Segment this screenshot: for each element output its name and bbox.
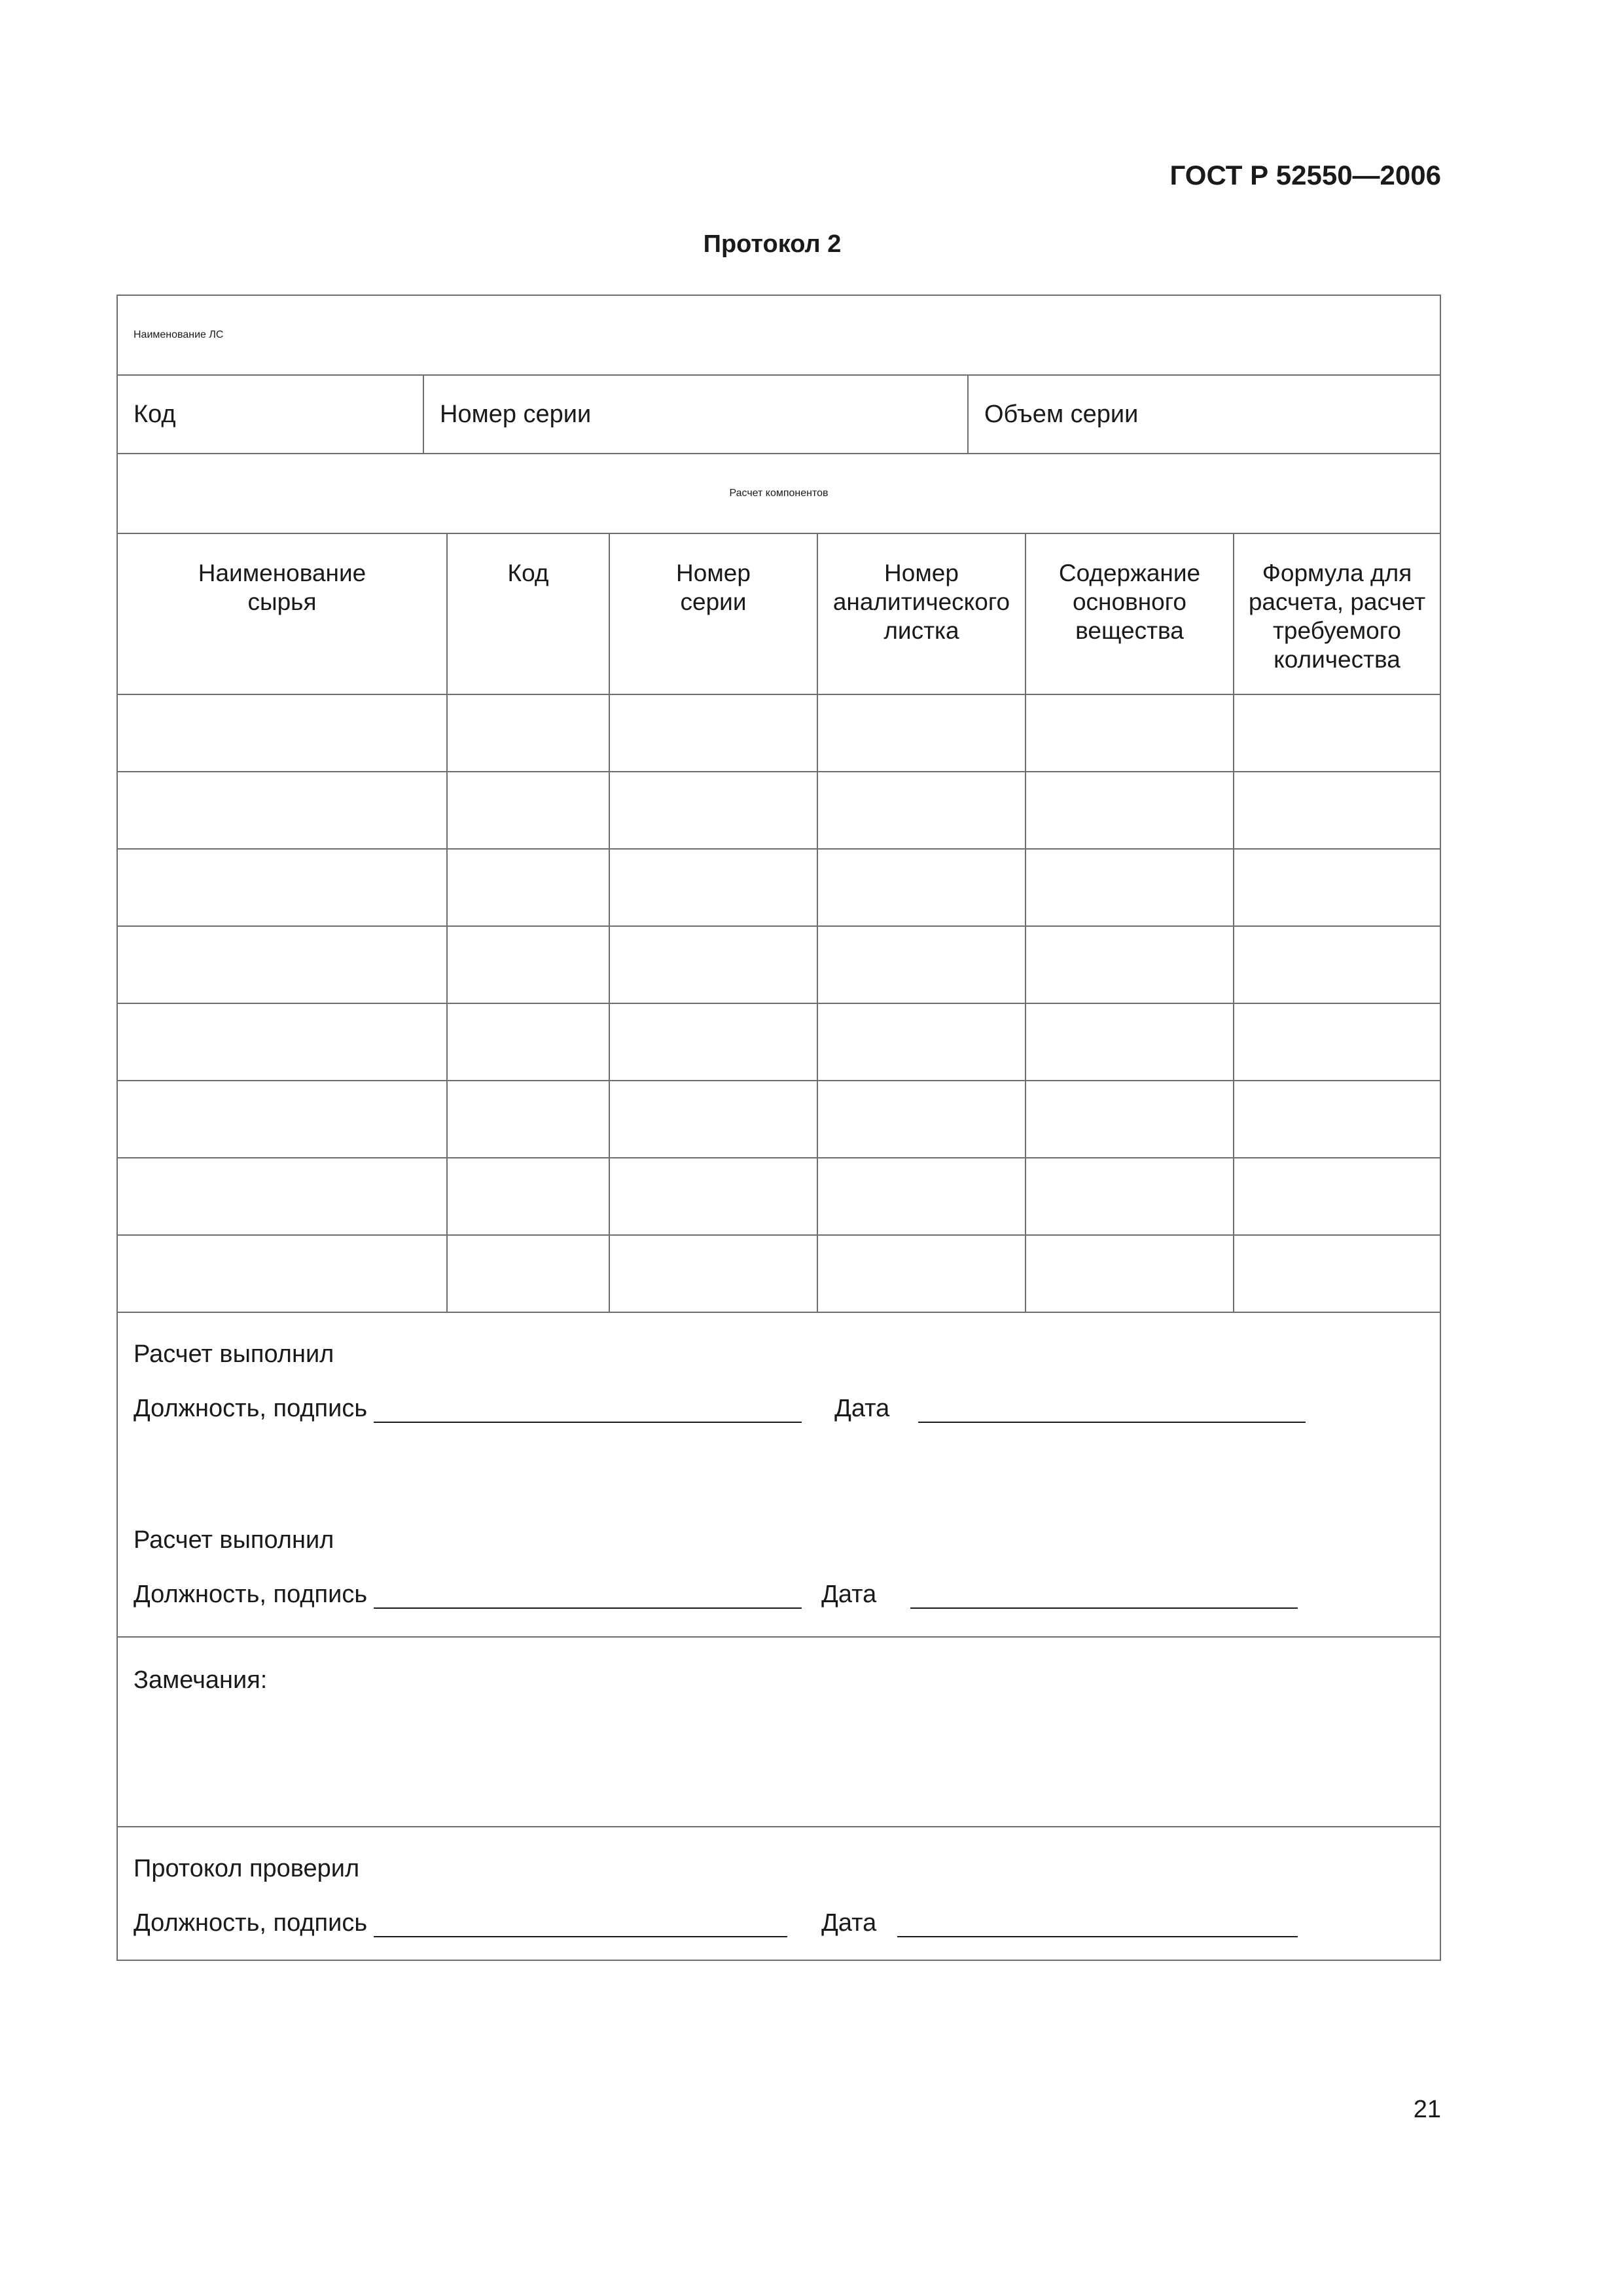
table-cell[interactable]: [446, 1004, 609, 1080]
signature-block-check: [118, 1855, 1440, 1937]
table-row: [118, 1236, 1440, 1313]
signature-field[interactable]: [374, 1399, 802, 1423]
table-cell[interactable]: [1025, 1081, 1233, 1157]
verified-by-label: Протокол проверил: [134, 1855, 360, 1882]
table-cell[interactable]: [1233, 927, 1440, 1003]
calc-components-row: [118, 454, 1440, 534]
table-cell[interactable]: [609, 1004, 817, 1080]
table-cell[interactable]: [446, 1236, 609, 1312]
series-volume-cell: [967, 376, 1440, 453]
table-cell[interactable]: [1025, 927, 1233, 1003]
table-cell[interactable]: [609, 1236, 817, 1312]
table-cell[interactable]: [446, 927, 609, 1003]
table-cell[interactable]: [817, 1004, 1025, 1080]
date-field[interactable]: [918, 1399, 1306, 1423]
table-cell[interactable]: [118, 1158, 446, 1234]
code-label: Код: [134, 400, 176, 428]
table-row: [118, 850, 1440, 927]
table-cell[interactable]: [817, 927, 1025, 1003]
page-number: 21: [1413, 2096, 1441, 2123]
table-cell[interactable]: [817, 1236, 1025, 1312]
signature-label: Расчет выполнил: [134, 1526, 334, 1554]
position-label: Должность, подпись: [134, 1909, 368, 1937]
drug-name-label: Наименование ЛС: [134, 329, 224, 340]
table-cell[interactable]: [817, 1158, 1025, 1234]
date-field[interactable]: [897, 1914, 1298, 1937]
column-header-code: Код: [446, 534, 609, 694]
table-row: [118, 1004, 1440, 1081]
table-cell[interactable]: [1233, 695, 1440, 771]
table-cell[interactable]: [1233, 850, 1440, 925]
date-label: Дата: [834, 1395, 890, 1422]
table-cell[interactable]: [1025, 1004, 1233, 1080]
table-cell[interactable]: [1233, 1236, 1440, 1312]
table-cell[interactable]: [817, 695, 1025, 771]
table-cell[interactable]: [1025, 695, 1233, 771]
table-cell[interactable]: [817, 850, 1025, 925]
table-cell[interactable]: [1233, 772, 1440, 848]
table-cell[interactable]: [1233, 1081, 1440, 1157]
signature-line: [134, 1580, 1424, 1609]
table-cell[interactable]: [446, 695, 609, 771]
position-label: Должность, подпись: [134, 1581, 368, 1608]
table-cell[interactable]: [1025, 1158, 1233, 1234]
table-cell[interactable]: [609, 850, 817, 925]
column-header-analytical-sheet: Номер аналитического листка: [817, 534, 1025, 694]
table-cell[interactable]: [118, 850, 446, 925]
series-number-cell: [423, 376, 967, 453]
table-cell[interactable]: [609, 1081, 817, 1157]
table-cell[interactable]: [1233, 1158, 1440, 1234]
code-series-row: [118, 376, 1440, 454]
table-cell[interactable]: [817, 772, 1025, 848]
signature-label: Расчет выполнил: [134, 1340, 334, 1368]
table-cell[interactable]: [609, 1158, 817, 1234]
column-header-formula: Формула для расчета, расчет требуемого количества: [1233, 534, 1440, 694]
table-cell[interactable]: [118, 1236, 446, 1312]
table-cell[interactable]: [1025, 850, 1233, 925]
calculation-signatures: [118, 1313, 1440, 1638]
table-cell[interactable]: [609, 695, 817, 771]
table-row: [118, 772, 1440, 850]
table-cell[interactable]: [1025, 772, 1233, 848]
signature-block-1: [118, 1340, 1440, 1423]
signature-line: [134, 1394, 1424, 1423]
table-row: [118, 1158, 1440, 1236]
table-row: [118, 927, 1440, 1004]
signature-block-2: [118, 1526, 1440, 1609]
calc-components-label: Расчет компонентов: [729, 488, 829, 499]
signature-line: [134, 1909, 1424, 1937]
table-cell[interactable]: [609, 772, 817, 848]
notes-label: Замечания:: [134, 1666, 268, 1694]
protocol-form: [116, 295, 1441, 1961]
date-field[interactable]: [910, 1585, 1298, 1609]
date-label: Дата: [821, 1581, 877, 1608]
table-cell[interactable]: [118, 695, 446, 771]
column-header-series-number: Номер серии: [609, 534, 817, 694]
table-cell[interactable]: [446, 1081, 609, 1157]
signature-field[interactable]: [374, 1914, 787, 1937]
table-cell[interactable]: [446, 772, 609, 848]
table-cell[interactable]: [609, 927, 817, 1003]
components-header-row: [118, 534, 1440, 695]
table-cell[interactable]: [1025, 1236, 1233, 1312]
verification-row: [118, 1827, 1440, 1960]
drug-name-row: [118, 296, 1440, 376]
column-header-raw-material: Наименование сырья: [198, 560, 366, 615]
column-header-main-substance: Содержание основного вещества: [1025, 534, 1233, 694]
table-cell[interactable]: [118, 927, 446, 1003]
table-cell[interactable]: [118, 772, 446, 848]
position-label: Должность, подпись: [134, 1395, 368, 1422]
table-cell[interactable]: [118, 1081, 446, 1157]
table-row: [118, 695, 1440, 772]
signature-field[interactable]: [374, 1585, 802, 1609]
notes-row[interactable]: [118, 1638, 1440, 1827]
protocol-title: Протокол 2: [703, 230, 842, 258]
series-volume-label: Объем серии: [984, 400, 1139, 428]
table-cell[interactable]: [446, 850, 609, 925]
table-cell[interactable]: [446, 1158, 609, 1234]
table-cell[interactable]: [817, 1081, 1025, 1157]
table-cell[interactable]: [118, 1004, 446, 1080]
table-cell[interactable]: [1233, 1004, 1440, 1080]
code-cell: [118, 376, 423, 453]
series-number-label: Номер серии: [440, 400, 592, 428]
document-code: ГОСТ Р 52550—2006: [1169, 160, 1441, 190]
table-row: [118, 1081, 1440, 1158]
date-label: Дата: [821, 1909, 877, 1937]
